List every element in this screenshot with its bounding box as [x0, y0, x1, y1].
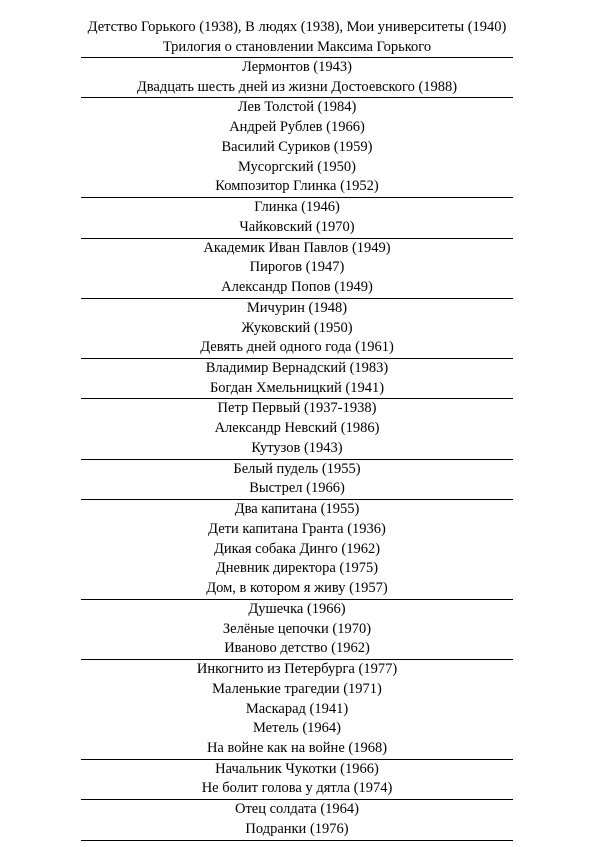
film-group	[81, 58, 513, 98]
film-entry: Жуковский (1950)	[241, 319, 353, 336]
film-entry: Начальник Чукотки (1966)	[215, 760, 379, 777]
film-entry: На войне как на войне (1968)	[206, 739, 388, 756]
film-entry: Богдан Хмельницкий (1941)	[209, 379, 385, 396]
film-group	[81, 460, 513, 500]
film-entry: Дети капитана Гранта (1936)	[208, 520, 386, 537]
film-entry: Дневник директора (1975)	[215, 560, 379, 577]
film-entry: Пирогов (1947)	[249, 259, 345, 276]
film-entry: Дикая собака Динго (1962)	[213, 540, 381, 557]
film-entry: Двадцать шесть дней из жизни Достоевского (1988)	[136, 78, 458, 95]
film-entry: Александр Попов (1949)	[221, 279, 373, 296]
film-entry: Белый пудель (1955)	[233, 460, 361, 477]
film-entry: Владимир Вернадский (1983)	[205, 360, 389, 377]
film-entry: Маскарад (1941)	[245, 700, 349, 717]
film-group	[81, 239, 513, 299]
film-group	[81, 660, 513, 760]
trilogy-entry: Детство Горького (1938), В людях (1938), Мои университеты (1940) Трилогия о становлении Максима Горького	[87, 19, 507, 55]
film-group	[81, 198, 513, 238]
film-entry: Лев Толстой (1984)	[237, 99, 357, 116]
film-entry: Чайковский (1970)	[239, 218, 355, 235]
film-entry: Петр Первый (1937-1938)	[217, 400, 377, 417]
film-group	[81, 600, 513, 660]
film-entry: Метель (1964)	[252, 720, 342, 737]
film-group	[81, 98, 513, 198]
film-group	[81, 18, 513, 58]
film-entry: Композитор Глинка (1952)	[215, 178, 379, 195]
film-entry: Не болит голова у дятла (1974)	[201, 780, 393, 797]
film-entry: Дом, в котором я живу (1957)	[206, 580, 388, 597]
film-group	[81, 500, 513, 600]
film-group	[81, 800, 513, 840]
film-entry: Зелёные цепочки (1970)	[222, 620, 372, 637]
film-group	[81, 359, 513, 399]
film-entry: Инкогнито из Петербурга (1977)	[196, 661, 398, 678]
film-entry: Иваново детство (1962)	[224, 640, 370, 657]
film-entry: Андрей Рублев (1966)	[229, 119, 365, 136]
film-entry: Отец солдата (1964)	[234, 801, 360, 818]
film-list	[81, 18, 513, 841]
film-entry: Девять дней одного года (1961)	[200, 339, 394, 356]
film-entry: Академик Иван Павлов (1949)	[203, 239, 391, 256]
film-entry: Мусоргский (1950)	[238, 158, 356, 175]
film-entry: Выстрел (1966)	[249, 480, 345, 497]
film-entry: Кутузов (1943)	[251, 439, 343, 456]
film-entry: Маленькие трагедии (1971)	[212, 680, 382, 697]
film-group	[81, 399, 513, 459]
film-entry: Глинка (1946)	[254, 199, 340, 216]
film-entry: Лермонтов (1943)	[242, 59, 352, 75]
film-entry: Два капитана (1955)	[234, 501, 360, 518]
film-entry: Мичурин (1948)	[246, 299, 348, 316]
film-entry: Василий Суриков (1959)	[221, 138, 373, 155]
film-entry: Александр Невский (1986)	[214, 420, 380, 437]
film-entry: Подранки (1976)	[245, 820, 349, 837]
film-entry: Душечка (1966)	[248, 600, 346, 617]
film-group	[81, 299, 513, 359]
film-group	[81, 760, 513, 800]
